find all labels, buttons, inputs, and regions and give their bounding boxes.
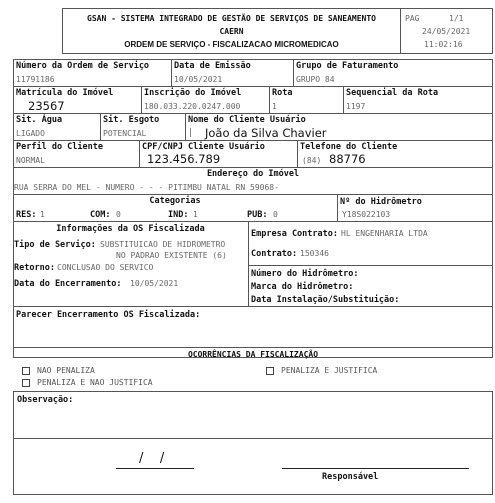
agua-label: Sit. Água bbox=[16, 115, 63, 125]
penaliza-nao-justifica-label: PENALIZA E NAO JUSTIFICA bbox=[37, 378, 153, 387]
categoria-com-value: 0 bbox=[116, 210, 121, 219]
categoria-pub-label: PUB: bbox=[247, 210, 268, 220]
cliente-value: João da Silva Chavier bbox=[205, 126, 327, 140]
penaliza-justifica-checkbox[interactable] bbox=[266, 367, 274, 375]
nao-penaliza-label: NAO PENALIZA bbox=[37, 366, 95, 375]
observacao-label: Observação: bbox=[17, 395, 74, 405]
cpf-value: 123.456.789 bbox=[147, 152, 221, 166]
row3-divider-1 bbox=[100, 113, 101, 140]
telefone-value: 88776 bbox=[329, 152, 366, 166]
categoria-ind-label: IND: bbox=[168, 210, 189, 220]
row2-divider-3 bbox=[343, 86, 344, 113]
grupo-label: Grupo de Faturamento bbox=[296, 61, 399, 71]
tipo-servico-label: Tipo de Serviço: bbox=[14, 240, 96, 250]
ordem-value: 11791186 bbox=[16, 75, 55, 84]
emissao-label: Data de Emissão bbox=[174, 61, 251, 71]
penaliza-nao-justifica-checkbox[interactable] bbox=[22, 379, 30, 387]
categoria-res-label: RES: bbox=[16, 210, 37, 220]
system-title: GSAN - SISTEMA INTEGRADO DE GESTÃO DE SERVIÇOS DE SANEAMENTO bbox=[87, 14, 376, 23]
telefone-ddd: (84) bbox=[302, 156, 322, 165]
categoria-pub-value: 0 bbox=[273, 210, 278, 219]
ocorrencias-title: OCORRÊNCIAS DA FISCALIZAÇÃO bbox=[187, 350, 319, 359]
fiscalizada-divider bbox=[248, 221, 249, 306]
esgoto-label: Sit. Esgoto bbox=[103, 115, 160, 125]
agua-value: LIGADO bbox=[16, 129, 45, 138]
hidrometro-label: Nº do Hidrômetro bbox=[340, 197, 422, 207]
marca-hidrometro-label: Marca do Hidrômetro: bbox=[251, 282, 354, 292]
cpf-label: CPF/CNPJ Cliente Usuário bbox=[142, 142, 265, 152]
row2-divider-1 bbox=[141, 86, 142, 113]
tipo-servico-value-1: SUBSTITUICAO DE HIDROMETRO bbox=[100, 240, 226, 249]
tipo-servico-value-2: NO PADRAO EXISTENTE (6) bbox=[116, 251, 227, 260]
ordem-label: Número da Ordem de Serviço bbox=[16, 61, 150, 71]
row3-bottom bbox=[13, 140, 493, 141]
categoria-ind-value: 1 bbox=[193, 210, 198, 219]
row2-divider-2 bbox=[269, 86, 270, 113]
endereco-bottom bbox=[13, 194, 493, 195]
nao-penaliza-checkbox[interactable] bbox=[22, 367, 30, 375]
header-divider bbox=[400, 8, 401, 54]
endereco-label: Endereço do Imóvel bbox=[206, 169, 300, 179]
signature-line bbox=[282, 468, 469, 469]
observacao-rule bbox=[13, 438, 493, 439]
company-name: CAERN bbox=[219, 27, 244, 36]
empresa-value: HL ENGENHARIA LTDA bbox=[341, 229, 428, 238]
date-line bbox=[116, 468, 194, 469]
hidrometro-value: Y18S022103 bbox=[342, 210, 391, 219]
grupo-value: GRUPO 84 bbox=[296, 75, 335, 84]
esgoto-value: POTENCIAL bbox=[103, 129, 147, 138]
row1-divider-1 bbox=[171, 59, 172, 86]
inscricao-label: Inscrição do Imóvel bbox=[144, 88, 242, 98]
retorno-value: CONCLUSAO DO SERVICO bbox=[57, 263, 154, 272]
row1-divider-2 bbox=[293, 59, 294, 86]
categorias-label: Categorias bbox=[149, 196, 201, 206]
categorias-divider bbox=[337, 194, 338, 221]
fiscalizada-bottom bbox=[13, 306, 493, 307]
row4-bottom bbox=[13, 167, 493, 168]
perfil-value: NORMAL bbox=[16, 156, 45, 165]
row2-bottom bbox=[13, 113, 493, 114]
encerramento-label: Data do Encerramento: bbox=[14, 279, 122, 289]
rota-label: Rota bbox=[272, 88, 293, 98]
categoria-com-label: COM: bbox=[90, 210, 111, 220]
sequencial-label: Sequencial da Rota bbox=[346, 88, 439, 98]
row3-divider-2 bbox=[185, 113, 186, 140]
parecer-bottom bbox=[13, 347, 493, 348]
row1-bottom bbox=[13, 86, 493, 87]
retorno-label: Retorno: bbox=[14, 263, 55, 273]
page-number: 1/1 bbox=[449, 14, 464, 23]
observacao-frame bbox=[13, 391, 493, 495]
cliente-marker bbox=[190, 128, 191, 137]
contrato-bottom bbox=[248, 265, 493, 266]
row4-divider-1 bbox=[139, 140, 140, 167]
data-instalacao-label: Data Instalação/Substituição: bbox=[251, 295, 400, 305]
document-title: ORDEM DE SERVIÇO - FISCALIZACAO MICROMEDICAO bbox=[124, 40, 339, 49]
encerramento-value: 10/05/2021 bbox=[130, 279, 179, 288]
telefone-label: Telefone do Cliente bbox=[300, 142, 398, 152]
print-time: 11:02:16 bbox=[424, 40, 463, 49]
inscricao-value: 180.033.220.0247.000 bbox=[144, 102, 241, 111]
categorias-bottom bbox=[13, 221, 493, 222]
page-label: PAG bbox=[405, 14, 420, 23]
endereco-value: RUA SERRA DO MEL - NUMERO - - - PITIMBU NATAL RN 59068- bbox=[14, 183, 279, 192]
parecer-label: Parecer Encerramento OS Fiscalizada: bbox=[16, 310, 201, 320]
emissao-value: 10/05/2021 bbox=[174, 75, 223, 84]
contrato-value: 150346 bbox=[300, 249, 329, 258]
date-signature-slashes: / / bbox=[139, 451, 165, 466]
numero-hidrometro-label: Número do Hidrômetro: bbox=[251, 269, 359, 279]
print-date: 24/05/2021 bbox=[422, 27, 471, 36]
matricula-value: 23567 bbox=[28, 99, 65, 113]
row4-divider-2 bbox=[297, 140, 298, 167]
penaliza-justifica-label: PENALIZA E JUSTIFICA bbox=[281, 366, 378, 375]
matricula-label: Matrícula do Imóvel bbox=[16, 88, 114, 98]
responsavel-label: Responsável bbox=[322, 472, 379, 482]
contrato-label: Contrato: bbox=[251, 249, 298, 259]
empresa-label: Empresa Contrato: bbox=[251, 229, 338, 239]
cliente-label: Nome do Cliente Usuário bbox=[188, 115, 306, 125]
categoria-res-value: 1 bbox=[40, 210, 45, 219]
rota-value: 1 bbox=[272, 102, 277, 111]
fiscalizada-title: Informações da OS Fiscalizada bbox=[56, 224, 205, 234]
perfil-label: Perfil do Cliente bbox=[16, 142, 103, 152]
sequencial-value: 1197 bbox=[346, 102, 366, 111]
